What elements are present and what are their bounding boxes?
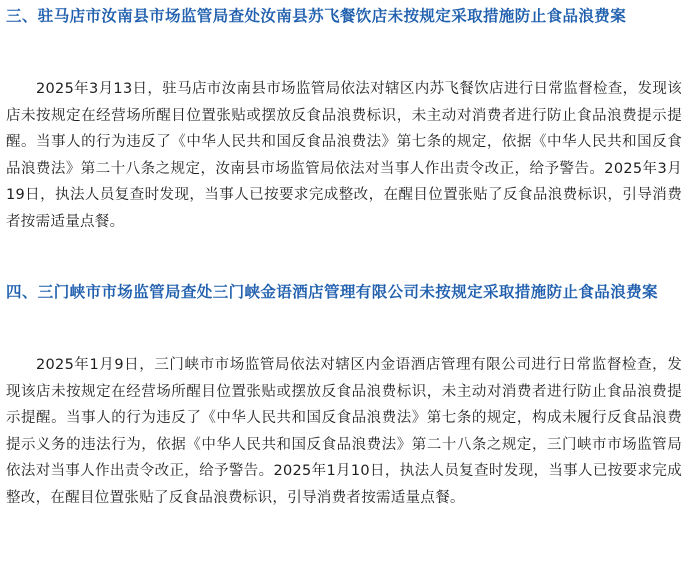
section-heading-case-3: 三、驻马店市汝南县市场监管局查处汝南县苏飞餐饮店未按规定采取措施防止食品浪费案 [6,7,627,25]
section-body-case-3: 2025年3月13日，驻马店市汝南县市场监管局依法对辖区内苏飞餐饮店进行日常监督检查，发现该店未按规定在经营场所醒目位置张贴或摆放反食品浪费标识，未主动对消费者进行防止食品浪费提示提醒。当事人的行为违反了《中华人民共和国反食品浪费法》第七条的规定，依据《中华人民共和国反食品浪费法》第二十八条之规定，汝南县市场监管局依法对当事人作出责令改正，给予警告。2025年3月19日，执法人员复查时发现，当事人已按要求完成整改，在醒目位置张贴了反食品浪费标识，引导消费者按需适量点餐。 [6,81,682,230]
section-heading-case-4: 四、三门峡市市场监管局查处三门峡金语酒店管理有限公司未按规定采取措施防止食品浪费案 [6,283,658,301]
section-body-case-4: 2025年1月9日，三门峡市市场监管局依法对辖区内金语酒店管理有限公司进行日常监督检查，发现该店未按规定在经营场所醒目位置张贴或摆放反食品浪费标识，未主动对消费者进行防止食品浪费提示提醒。当事人的行为违反了《中华人民共和国反食品浪费法》第七条的规定，构成未履行反食品浪费提示义务的违法行为，依据《中华人民共和国反食品浪费法》第二十八条之规定，三门峡市市场监管局依法对当事人作出责令改正，给予警告。2025年1月10日，执法人员复查时发现，当事人已按要求完成整改，在醒目位置张贴了反食品浪费标识，引导消费者按需适量点餐。 [6,357,682,506]
